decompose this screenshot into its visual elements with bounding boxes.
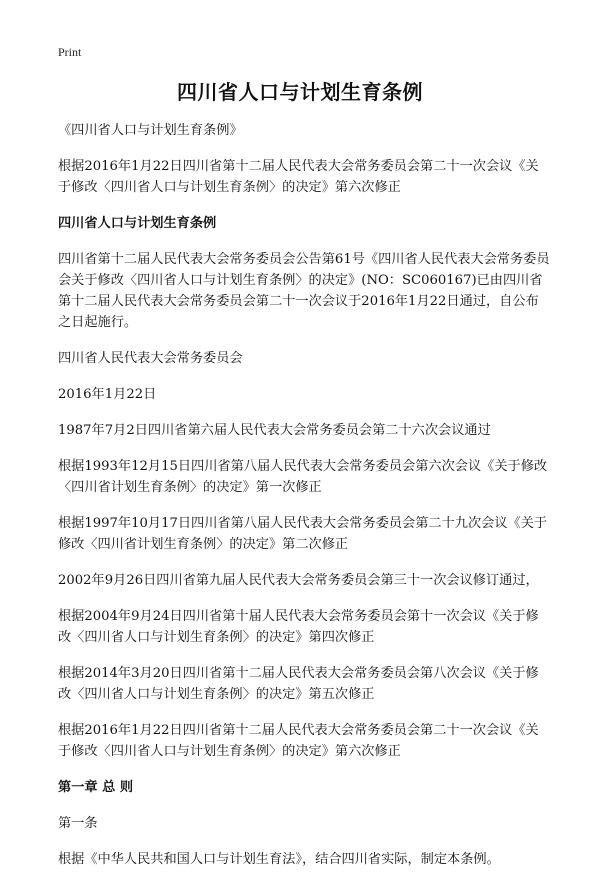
paragraph-history-2002: 2002年9月26日四川省第九届人民代表大会常务委员会第三十一次会议修订通过， [58,573,539,588]
print-label: Print [58,45,82,59]
paragraph-regulation-name: 《四川省人口与计划生育条例》 [58,123,243,138]
paragraph-history-1997: 根据1997年10月17日四川省第八届人民代表大会常务委员会第二十九次会议《关于修改〈四川省计划生育条例〉的决定》第二次修正 [58,516,548,552]
article-text: 根据《中华人民共和国人口与计划生育法》，结合四川省实际，制定本条例。 [58,852,500,867]
article-number: 第一条 [58,816,98,831]
paragraph-issue-date: 2016年1月22日 [58,387,157,402]
section-heading: 四川省人口与计划生育条例 [58,216,217,231]
paragraph-announcement: 四川省第十二届人民代表大会常务委员会公告第61号《四川省人民代表大会常务委员会关于修改〈四川省人口与计划生育条例〉的决定》(NO：SC060167)已由四川省第十二届人民代表大会常务委员会第二十一次会议于2016年1月22日通过，自公布之日起施行。 [58,252,550,330]
paragraph-history-2004: 根据2004年9月24日四川省第十届人民代表大会常务委员会第十一次会议《关于修改〈四川省人口与计划生育条例〉的决定》第四次修正 [58,609,539,645]
paragraph-history-2016: 根据2016年1月22日四川省第十二届人民代表大会常务委员会第二十一次会议《关于修改〈四川省人口与计划生育条例〉的决定》第六次修正 [58,723,539,759]
paragraph-history-1987: 1987年7月2日四川省第六届人民代表大会常务委员会第二十六次会议通过 [58,423,491,438]
document-title: 四川省人口与计划生育条例 [177,80,423,104]
paragraph-history-1993: 根据1993年12月15日四川省第八届人民代表大会常务委员会第六次会议《关于修改〈四川省计划生育条例〉的决定》第一次修正 [58,459,548,495]
document-body [58,120,550,885]
chapter-heading: 第一章 总 则 [58,780,134,795]
paragraph-revision-note: 根据2016年1月22日四川省第十二届人民代表大会常务委员会第二十一次会议《关于修改〈四川省人口与计划生育条例〉的决定》第六次修正 [58,159,539,195]
paragraph-history-2014: 根据2014年3月20日四川省第十二届人民代表大会常务委员会第八次会议《关于修改〈四川省人口与计划生育条例〉的决定》第五次修正 [58,666,539,702]
paragraph-issuer: 四川省人民代表大会常务委员会 [58,351,243,366]
